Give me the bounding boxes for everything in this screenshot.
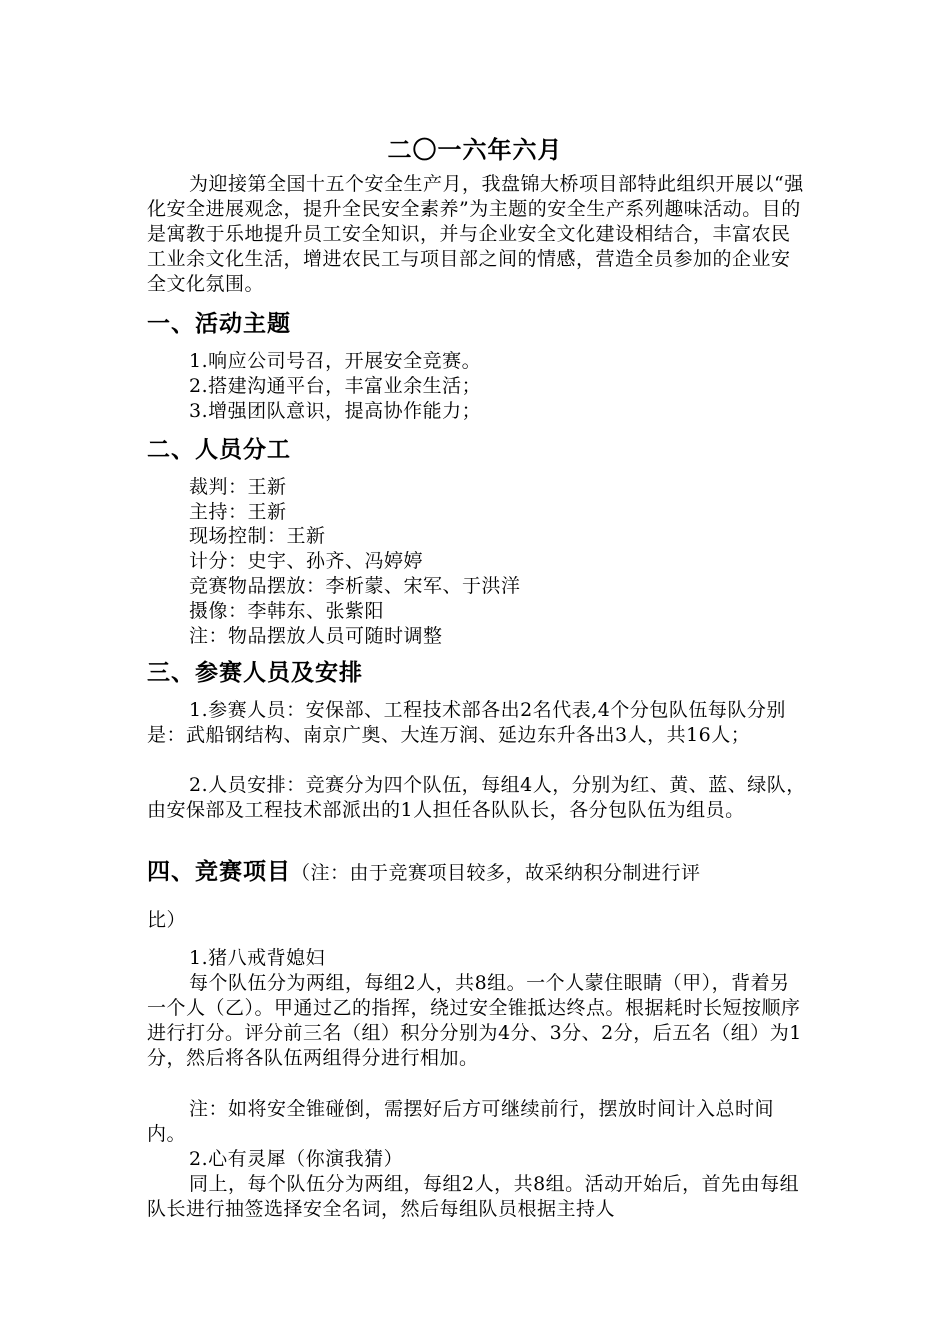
list-item: 计分：史宇、孙齐、冯婷婷 <box>189 550 424 572</box>
section-heading-competition-items <box>147 856 701 889</box>
document-date-title: 二〇一六年六月 <box>387 136 563 164</box>
list-item: 注：物品摆放人员可随时调整 <box>189 625 443 647</box>
list-item: 2.搭建沟通平台，丰富业余生活； <box>189 375 482 397</box>
arrangement-paragraph: 2.人员安排：竞赛分为四个队伍，每组4人，分别为红、黄、蓝、绿队，由安保部及工程技术部派出的1人担任各队队长，各分包队伍为组员。 <box>147 774 806 821</box>
list-item: 主持：王新 <box>189 501 287 523</box>
list-item: 摄像：李韩东、张紫阳 <box>189 600 385 622</box>
competition-item-note: 注：如将安全锥碰倒，需摆好后方可继续前行，摆放时间计入总时间内。 <box>147 1098 775 1145</box>
section-heading-note-continued: 比） <box>147 909 187 931</box>
section-heading-text: 四、竞赛项目 <box>147 859 291 885</box>
section-heading-participants: 三、参赛人员及安排 <box>147 660 363 686</box>
competition-item-description: 同上，每个队伍分为两组，每组2人，共8组。活动开始后，首先由每组队长进行抽签选择安全名词，然后每组队员根据主持人 <box>147 1173 800 1220</box>
section-heading-staff-assignment: 二、人员分工 <box>147 437 291 463</box>
competition-item-description: 每个队伍分为两组，每组2人，共8组。一个人蒙住眼睛（甲），背着另一个人（乙）。甲通过乙的指挥，绕过安全锥抵达终点。根据耗时长短按顺序进行打分。评分前三名（组）积分分别为4分、3分、2分，后五名（组）为1分，然后将各队伍两组得分进行相加。 <box>147 972 802 1069</box>
competition-item-title: 1.猪八戒背媳妇 <box>189 947 326 969</box>
list-item: 1.响应公司号召，开展安全竞赛。 <box>189 350 482 372</box>
intro-paragraph: 为迎接第全国十五个安全生产月，我盘锦大桥项目部特此组织开展以“强化安全进展观念，提升全民安全素养”为主题的安全生产系列趣味活动。目的是寓教于乐地提升员工安全知识，并与企业安全文化建设相结合，丰富农民工业余文化生活，增进农民工与项目部之间的情感，营造全员参加的企业安全文化氛围。 <box>147 173 804 295</box>
list-item: 竞赛物品摆放：李析蒙、宋军、于洪洋 <box>189 575 521 597</box>
list-item: 现场控制：王新 <box>189 525 326 547</box>
list-item: 3.增强团队意识，提高协作能力； <box>189 400 482 422</box>
participants-paragraph: 1.参赛人员：安保部、工程技术部各出2名代表,4个分包队伍每队分别是：武船钢结构、南京广奥、大连万润、延边东升各出3人，共16人； <box>147 699 786 746</box>
section-heading-note: （注：由于竞赛项目较多，故采纳积分制进行评 <box>291 862 701 884</box>
competition-item-title: 2.心有灵犀（你演我猜） <box>189 1148 404 1170</box>
section-heading-activity-theme: 一、活动主题 <box>147 311 291 337</box>
list-item: 裁判：王新 <box>189 476 287 498</box>
